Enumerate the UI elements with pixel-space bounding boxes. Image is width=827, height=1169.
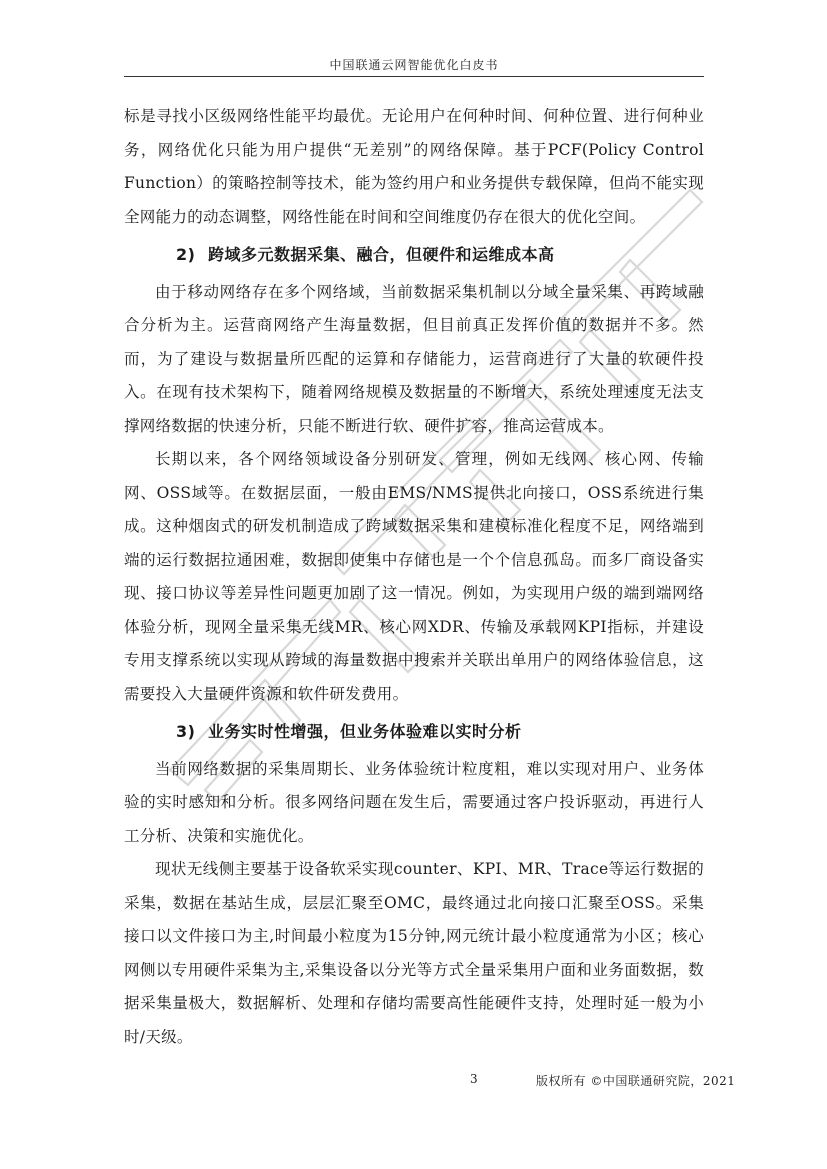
heading-text: 跨域多元数据采集、融合，但硬件和运维成本高	[208, 245, 555, 264]
heading-number: 3)	[176, 722, 196, 741]
section-heading-3	[176, 715, 704, 749]
heading-number: 2)	[176, 245, 196, 264]
document-body	[124, 100, 704, 1054]
paragraph-continuation: 标是寻找小区级网络性能平均最优。无论用户在何种时间、何种位置、进行何种业务，网络优化只能为用户提供“无差别”的网络保障。基于PCF(Policy Control Function）的策略控制等技术，能为签约用户和业务提供专载保障，但尚不能实现全网能力的动态调整，网络性能在时间和空间维度仍存在很大的优化空间。	[124, 107, 704, 226]
section-heading-2	[176, 238, 704, 272]
page-number: 3	[470, 1072, 478, 1086]
paragraph: 现状无线侧主要基于设备软采实现counter、KPI、MR、Trace等运行数据的采集，数据在基站生成，层层汇聚至OMC，最终通过北向接口汇聚至OSS。采集接口以文件接口为主,时间最小粒度为15分钟,网元统计最小粒度通常为小区；核心网侧以专用硬件采集为主,采集设备以分光等方式全量采集用户面和业务面数据，数据采集量极大，数据解析、处理和存储均需要高性能硬件支持，处理时延一般为小时/天级。	[124, 860, 704, 1046]
paragraph: 长期以来，各个网络领域设备分别研发、管理，例如无线网、核心网、传输网、OSS域等。在数据层面，一般由EMS/NMS提供北向接口，OSS系统进行集成。这种烟囱式的研发机制造成了跨域数据采集和建模标准化程度不足，网络端到端的运行数据拉通困难，数据即使集中存储也是一个个信息孤岛。而多厂商设备实现、接口协议等差异性问题更加剧了这一情况。例如，为实现用户级的端到端网络体验分析，现网全量采集无线MR、核心网XDR、传输及承载网KPI指标，并建设专用支撑系统以实现从跨域的海量数据中搜索并关联出单用户的网络体验信息，这需要投入大量硬件资源和软件研发费用。	[124, 450, 704, 703]
paragraph: 由于移动网络存在多个网络域，当前数据采集机制以分域全量采集、再跨域融合分析为主。运营商网络产生海量数据，但目前真正发挥价值的数据并不多。然而，为了建设与数据量所匹配的运算和存储能力，运营商进行了大量的软硬件投入。在现有技术架构下，随着网络规模及数据量的不断增大，系统处理速度无法支撑网络数据的快速分析，只能不断进行软、硬件扩容，推高运营成本。	[124, 282, 704, 435]
header-divider	[124, 76, 704, 77]
heading-text: 业务实时性增强，但业务体验难以实时分析	[208, 722, 522, 741]
running-header: 中国联通云网智能优化白皮书	[329, 58, 499, 72]
copyright-notice: 版权所有 ©中国联通研究院，2021	[536, 1074, 736, 1088]
paragraph: 当前网络数据的采集周期长、业务体验统计粒度粗，难以实现对用户、业务体验的实时感知和分析。很多网络问题在发生后，需要通过客户投诉驱动，再进行人工分析、决策和实施优化。	[124, 759, 704, 845]
